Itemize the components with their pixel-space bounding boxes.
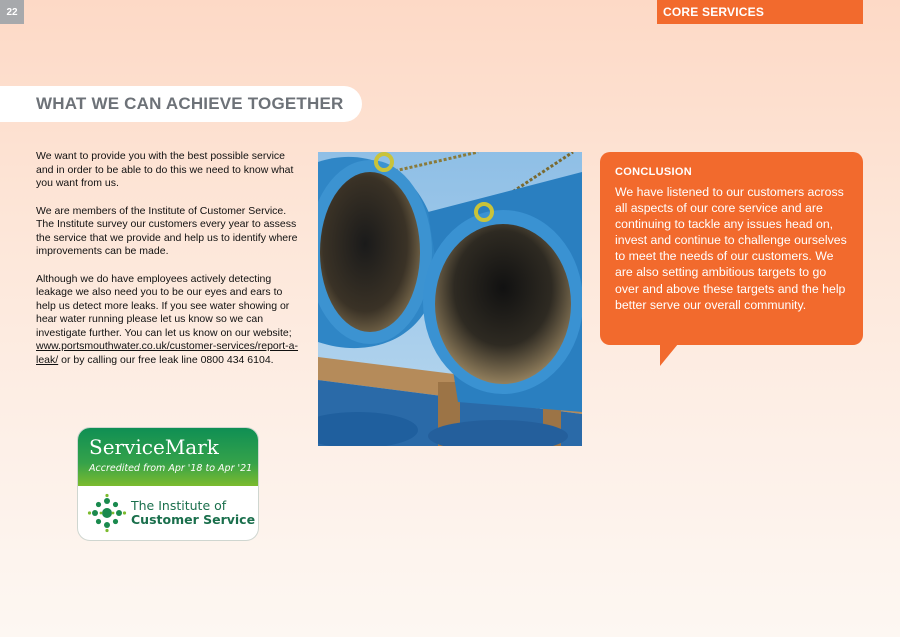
conclusion-text: We have listened to our customers across all aspects of our core service and are continuing to tackle any issues head on, invest and continue to challenge ourselves to meet the needs of our customers. We are also setting ambitious targets to go over and above these targets and the help better serve our overall community. — [615, 185, 847, 312]
pipes-photo — [318, 152, 582, 446]
body-text — [36, 150, 304, 381]
page-number: 22 — [0, 0, 24, 24]
servicemark-title: ServiceMark — [89, 435, 219, 459]
servicemark-badge — [78, 428, 258, 540]
institute-logo-icon — [87, 493, 127, 533]
servicemark-accreditation: Accredited from Apr '18 to Apr '21 — [89, 463, 253, 474]
servicemark-header — [78, 428, 258, 486]
paragraph-service: We want to provide you with the best possible service and in order to be able to do this we need to know what you want from us. — [36, 150, 294, 189]
paragraph-institute: We are members of the Institute of Customer Service. The Institute survey our customers every year to assess the service that we provide and help us to identify where improvements can be made. — [36, 204, 298, 257]
leakage-text: Although we do have employees actively detecting leakage we also need you to be our eyes and ears to help us detect more leaks. If you see water showing or hear water running please let us know so we can investigate further. You can let us know on our website; — [36, 272, 292, 339]
paragraph-leakage — [36, 273, 304, 368]
section-tab: CORE SERVICES — [657, 0, 863, 24]
institute-name — [131, 499, 255, 527]
institute-name-line2: Customer Service — [131, 512, 256, 527]
leak-line-text: or by calling our free leak line 0800 434 6104. — [58, 353, 274, 366]
conclusion-callout — [600, 152, 863, 345]
callout-tail — [660, 344, 678, 366]
institute-logo-row — [78, 486, 258, 540]
conclusion-heading: CONCLUSION — [615, 166, 692, 178]
report-leak-link[interactable]: www.portsmouthwater.co.uk/customer-services/report-a-leak/ — [36, 340, 299, 366]
institute-name-line1: The Institute of — [131, 498, 227, 513]
title-bar — [0, 86, 362, 122]
page-title: WHAT WE CAN ACHIEVE TOGETHER — [36, 94, 344, 113]
